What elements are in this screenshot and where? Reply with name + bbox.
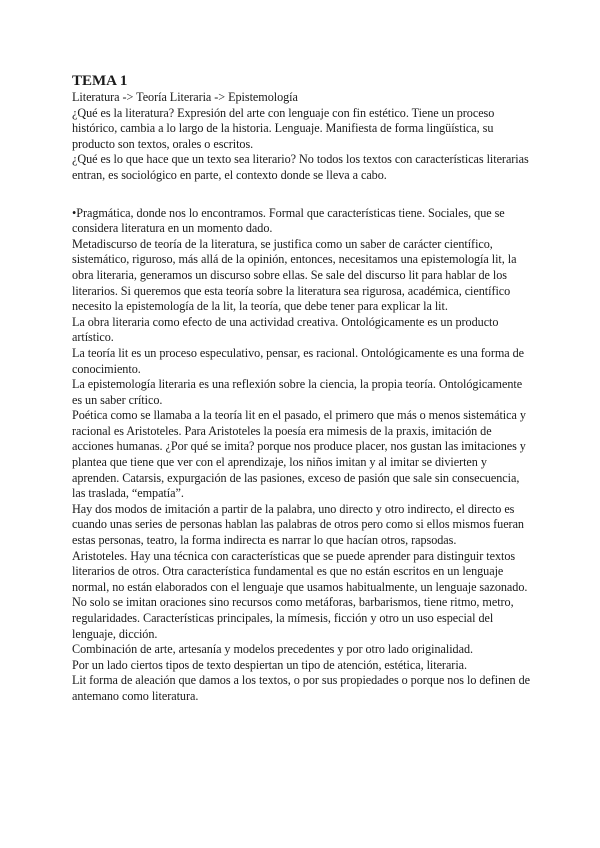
paragraph: La teoría lit es un proceso especulativo, pensar, es racional. Ontológicamente es una forma de conocimiento. [72,345,525,376]
paragraph: ¿Qué es la literatura? Expresión del arte con lenguaje con fin estético. Tiene un proceso histórico, cambia a lo largo de la historia. Lenguaje. Manifiesta de forma lingüística, su producto son textos, orales o escritos. [72,105,495,151]
paragraph: •Pragmática, donde nos lo encontramos. Formal que características tiene. Sociales, que se considera literatura en un momento dado. [72,205,505,236]
paragraph: Por un lado ciertos tipos de texto despiertan un tipo de atención, estética, literaria. [72,657,468,672]
paragraph: Lit forma de aleación que damos a los textos, o por sus propiedades o porque nos lo definen de antemano como literatura. [72,673,530,703]
paragraph: Metadiscurso de teoría de la literatura, se justifica como un saber de carácter científico, sistemático, riguroso, más allá de la opinión, entonces, necesitamos una epistemología lit, la obra literaria, generamos un discurso sobre ellas. Se sale del discurso lit para hablar de los literarios. Si queremos que esta teoría sobre la literatura sea rigurosa, académica, científico necesito la epistemología de la lit, la teoría, que debe tener para explicar la lit. [72,236,517,314]
section-spacer [72,184,532,206]
document-body [72,72,532,705]
paragraph: Hay dos modos de imitación a partir de la palabra, uno directo y otro indirecto, el directo es cuando unas series de personas hablan las palabras de otros pero como si ellos mismos fueran estas personas, teatro, la forma indirecta es narrar lo que hacían otros, rapsodas. [72,501,524,548]
paragraph: Combinación de arte, artesanía y modelos precedentes y por otro lado originalidad. [72,642,474,657]
paragraph: Aristoteles. Hay una técnica con características que se puede aprender para distinguir textos literarios de otros. Otra característica fundamental es que no están escritos en un lenguaje normal, no están elaborados con el lenguaje que usamos habitualmente, un lenguaje sazonado. No solo se imitan oraciones sino recursos como metáforas, barbarismos, tiene ritmo, metro, regularidades. Características principales, la mímesis, ficción y otro un uso especial del lenguaje, dicción. [72,548,528,641]
paragraph: Poética como se llamaba a la teoría lit en el pasado, el primero que más o menos sistemática y racional es Aristoteles. Para Aristoteles la poesía era mimesis de la praxis, imitación de acciones humanas. ¿Por qué se imita? porque nos produce placer, nos gustan las imitaciones y plantea que tiene que ver con el aprendizaje, los niños imitan y al imitar se divierten y aprenden. Catarsis, expurgación de las pasiones, exceso de pasión que sale sin consecuencia, las traslada, “empatía”. [72,408,526,501]
document-title: TEMA 1 [72,73,128,89]
paragraph: La obra literaria como efecto de una actividad creativa. Ontológicamente es un producto artístico. [72,314,499,345]
paragraph: La epistemología literaria es una reflexión sobre la ciencia, la propia teoría. Ontológicamente es un saber crítico. [72,377,523,407]
paragraph: ¿Qué es lo que hace que un texto sea literario? No todos los textos con características literarias entran, es sociológico en parte, el contexto donde se lleva a cabo. [72,152,529,182]
paragraph: Literatura -> Teoría Literaria -> Epistemología [72,90,298,104]
